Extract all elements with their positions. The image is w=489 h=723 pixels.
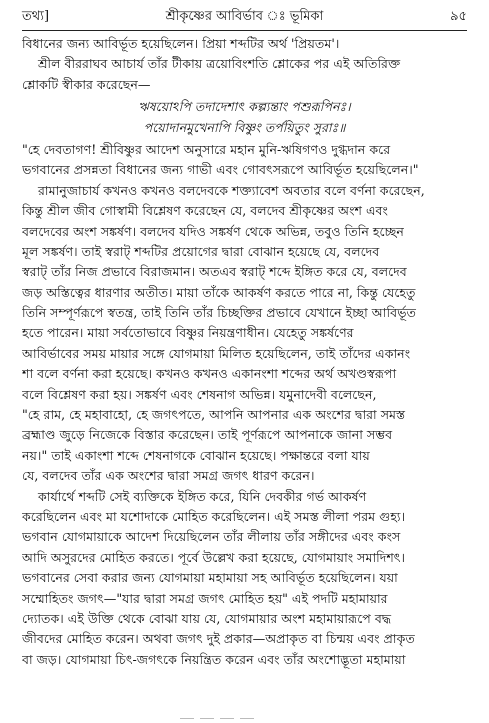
text-line: যে, বলদেব তাঁর এক অংশের দ্বারা সমগ্র জগৎ ধারণ করেন। xyxy=(22,468,315,484)
text-line: তিনি সম্পূর্ণরূপে স্বতন্ত্র, তাই তিনি তাঁর চিচ্ছক্তির প্রভাবে যেখানে ইচ্ছা আবির্ভূত xyxy=(22,305,416,321)
text-line: জীবদের মোহিত করেন। অথবা জগৎ দুই প্রকার—অপ্রাকৃত বা চিন্ময় এবং প্রাকৃত xyxy=(22,631,415,647)
running-header xyxy=(22,6,467,28)
header-divider xyxy=(22,30,467,31)
text-line: বা জড়। যোগমায়া চিৎ-জগৎকে নিয়ন্ত্রিত করেন এবং তাঁর অংশোদ্ভূতা মহামায়া xyxy=(22,651,406,667)
text-line: মূল সঙ্কর্ষণ। তাই স্বরাট্ শব্দটির প্রয়োগের দ্বারা বোঝান হয়েছে যে, বলদেব xyxy=(22,243,380,259)
text-line: ব্রহ্মাণ্ড জুড়ে নিজেকে বিস্তার করেছেন। তাই পূর্ণরূপে আপনাকে জানা সম্ভব xyxy=(22,427,393,443)
header-section-label: তথ্য] xyxy=(22,9,50,24)
text-line: কিন্তু শ্রীল জীব গোস্বামী বিশ্লেষণ করেছেন যে, বলদেব শ্রীকৃষ্ণের অংশ এবং xyxy=(22,203,388,219)
text-line: ভগবান যোগমায়াকে আদেশ দিয়েছিলেন তাঁর লীলায় তাঁর সঙ্গীদের এবং কংস xyxy=(22,529,401,545)
text-line: শা বলে বর্ণনা করা হয়েছে। কখনও কখনও একানংশা শব্দের অর্থ অখণ্ডস্বরূপা xyxy=(22,366,397,382)
text-line: "হে রাম, হে মহাবাহো, হে জগৎপতে, আপনি আপনার এক অংশের দ্বারা সমস্ত xyxy=(22,407,406,423)
text-line: নয়।" তাই একাংশা শব্দে শেষনাগকে বোঝান হয়েছে। পক্ষান্তরে বলা যায় xyxy=(22,447,370,463)
text-line: বলে বিশ্লেষণ করা হয়। সঙ্কর্ষণ এবং শেষনাগ অভিন্ন। যমুনাদেবী বলেছেন, xyxy=(22,386,377,402)
text-line: দ্যোতক। এই উক্তি থেকে বোঝা যায় যে, যোগমায়ার অংশ মহামায়ারূপে বদ্ধ xyxy=(22,610,392,626)
text-line: জড় অস্তিত্বের ধারণার অতীত। মায়া তাঁকে আকর্ষণ করতে পারে না, কিন্তু যেহেতু xyxy=(22,284,416,300)
text-line: ভগবানের প্রসন্নতা বিধানের জন্য গাভী এবং গোবৎসরূপে আবির্ভূত হয়েছিলেন।" xyxy=(22,162,419,178)
verse-line: পয়োদানমুখেনাপি বিষ্ণুং তর্পয়িতুং সুরাঃ॥ xyxy=(143,119,346,135)
text-line: বিধানের জন্য আবির্ভূত হয়েছিলেন। প্রিয়া শব্দটির অর্থ 'প্রিয়তম'। xyxy=(22,36,340,51)
text-line: আদি অসুরদের মোহিত করতে। পূর্বে উল্লেখ করা হয়েছে, যোগমায়াং সমাদিশৎ। xyxy=(22,549,406,565)
sanskrit-verse xyxy=(22,97,467,138)
body-text xyxy=(22,34,467,670)
text-line: রামানুজাচার্য কখনও কখনও বলদেবকে শক্ত্যাবেশ অবতার বলে বর্ণনা করেছেন, xyxy=(38,182,425,198)
text-line: স্বরাট্ তাঁর নিজ প্রভাবে বিরাজমান। অতএব স্বরাট্ শব্দে ইঙ্গিত করে যে, বলদেব xyxy=(22,264,407,280)
text-line: শ্রীল বীররাঘব আচার্য তাঁর টীকায় ত্রয়োবিংশতি শ্লোকের পর এই অতিরিক্ত xyxy=(38,56,401,72)
text-line: হতে পারেন। মায়া সর্বতোভাবে বিষ্ণুর নিয়ন্ত্রণাধীন। যেহেতু সঙ্কর্ষণের xyxy=(22,325,354,341)
text-line: সম্মোহিতং জগৎ—"যার দ্বারা সমগ্র জগৎ মোহিত হয়" এই পদটি মহামায়ার xyxy=(22,590,388,606)
page-bottom-marks xyxy=(180,704,300,706)
scan-mark xyxy=(220,718,234,719)
text-line: ভগবানের সেবা করার জন্য যোগমায়া মহামায়া সহ আবির্ভূত হয়েছিলেন। যয়া xyxy=(22,570,398,586)
header-chapter-title: শ্রীকৃষ্ণের আবির্ভাব ঃ ভূমিকা xyxy=(165,9,324,24)
text-line: আবির্ভাবের সময় মায়ার সঙ্গে যোগমায়া মিলিত হয়েছিলেন, তাই তাঁদের একানং xyxy=(22,345,411,361)
text-line: করেছিলেন এবং মা যশোদাকে মোহিত করেছিলেন। এই সমস্ত লীলা পরম গুহ্য। xyxy=(22,508,406,524)
text-line: শ্লোকটি স্বীকার করেছেন— xyxy=(22,76,151,92)
text-line: কার্যার্থে শব্দটি সেই ব্যক্তিকে ইঙ্গিত করে, যিনি দেবকীর গর্ভ আকর্ষণ xyxy=(38,488,367,504)
scan-mark xyxy=(180,718,194,719)
text-line: বলদেবের অংশ সঙ্কর্ষণ। বলদেব যদিও সঙ্কর্ষণ থেকে অভিন্ন, তবুও তিনি হচ্ছেন xyxy=(22,223,404,239)
verse-line: ঋষয়োঽপি তদাদেশাৎ কল্প্যন্তাং পশুরূপিনঃ। xyxy=(138,99,351,115)
scan-mark xyxy=(240,718,254,719)
text-line: "হে দেবতাগণ! শ্রীবিষ্ণুর আদেশ অনুসারে মহান মুনি-ঋষিগণও দুগ্ধদান করে xyxy=(22,141,391,157)
page-number: ৯৫ xyxy=(450,9,467,24)
scan-mark xyxy=(200,718,214,719)
